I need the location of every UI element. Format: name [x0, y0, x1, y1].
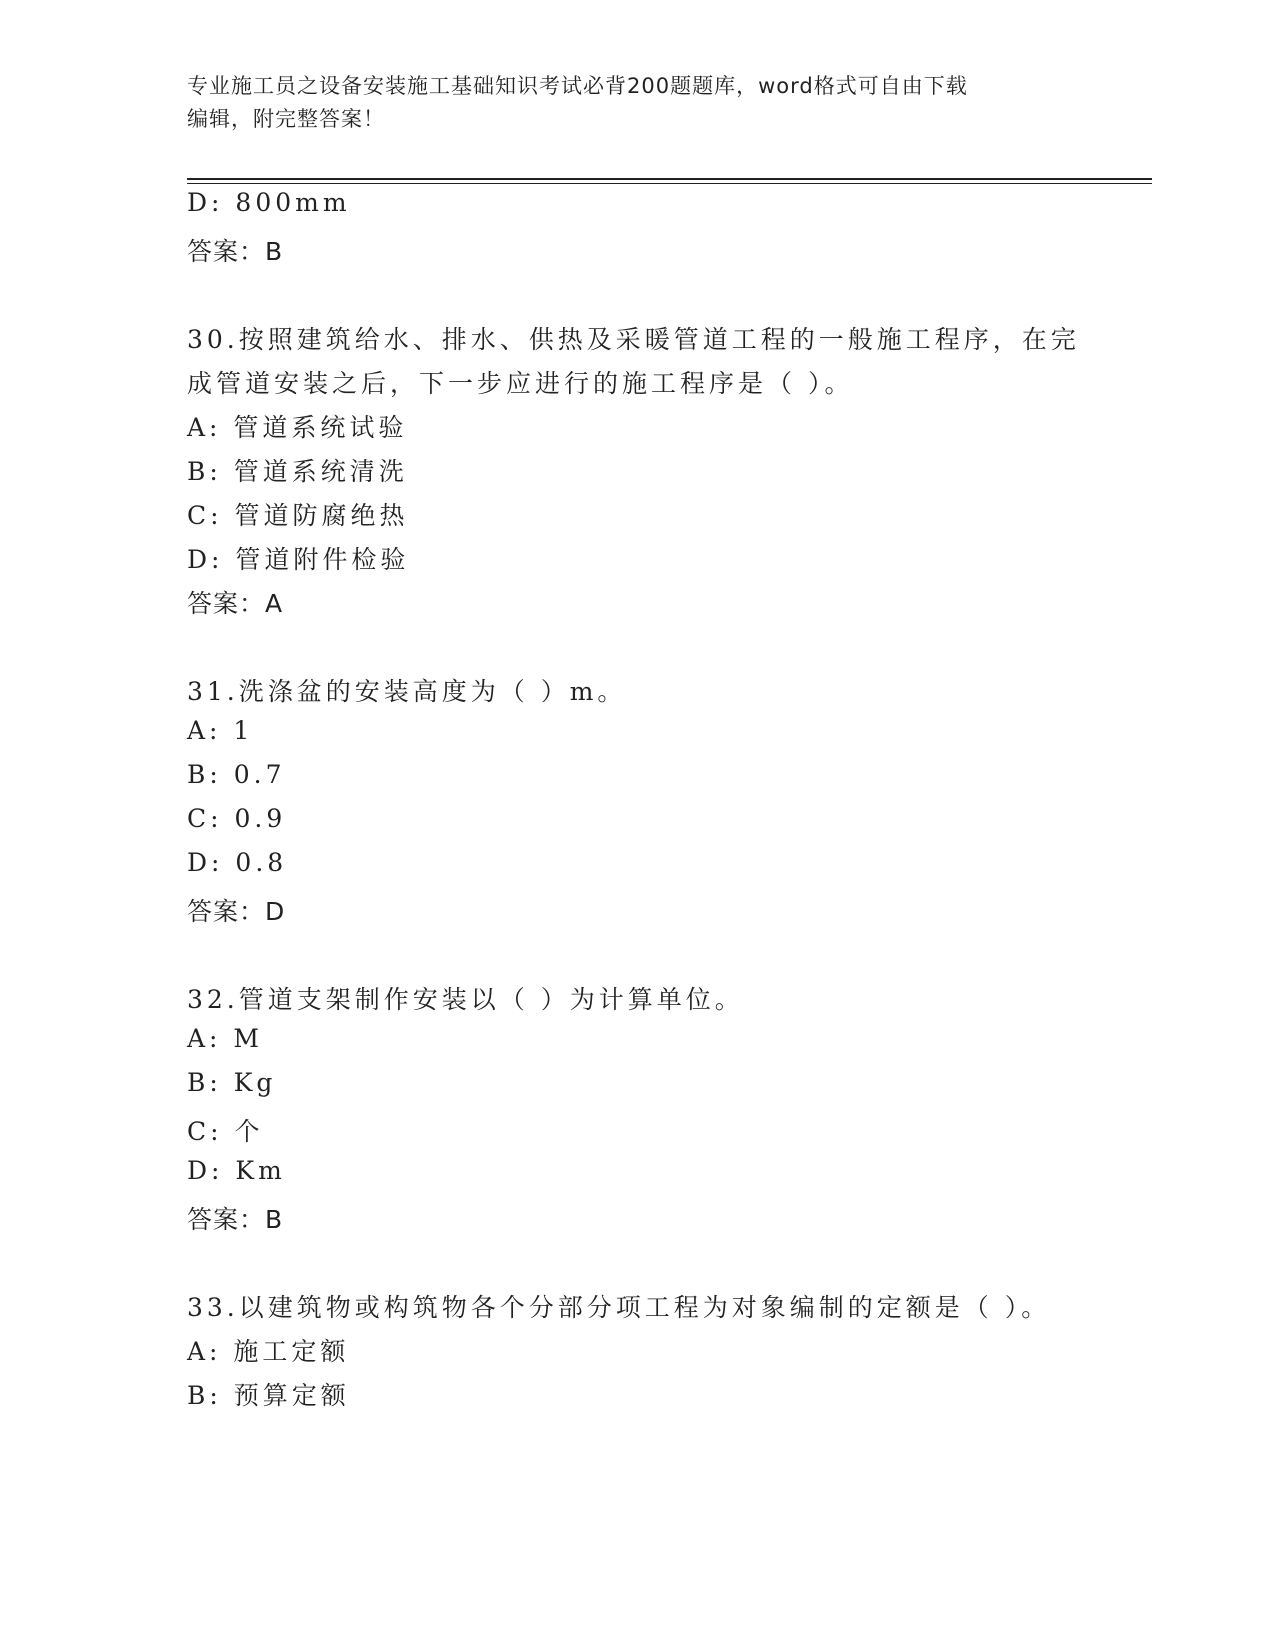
question-30-option-c: C: 管道防腐绝热 [187, 501, 409, 530]
header-title-line-1: 专业施工员之设备安装施工基础知识考试必背200题题库，word格式可自由下载 [187, 74, 968, 98]
question-30-option-d: D: 管道附件检验 [187, 545, 410, 574]
question-33-option-a: A: 施工定额 [187, 1337, 350, 1366]
document-header [187, 70, 1067, 136]
question-32-option-b: B: Kg [187, 1068, 277, 1097]
question-32-answer: 答案：B [187, 1205, 284, 1234]
question-30-stem-line-1: 30.按照建筑给水、排水、供热及采暖管道工程的一般施工程序，在完 [187, 325, 1080, 354]
header-title-line-2: 编辑，附完整答案！ [187, 107, 385, 131]
question-31-answer: 答案：D [187, 897, 286, 926]
question-30-stem-line-2: 成管道安装之后，下一步应进行的施工程序是（ ）。 [187, 369, 854, 398]
question-31-option-c: C: 0.9 [187, 804, 287, 833]
question-31-option-b: B: 0.7 [187, 760, 286, 789]
question-32-option-c: C: 个 [187, 1117, 264, 1146]
question-33-option-b: B: 预算定额 [187, 1381, 350, 1410]
header-divider-thin [187, 183, 1152, 184]
question-30-answer: 答案：A [187, 589, 284, 618]
question-32-option-a: A: M [187, 1024, 264, 1053]
question-32-stem: 32.管道支架制作安装以（ ）为计算单位。 [187, 985, 744, 1014]
question-31-option-d: D: 0.8 [187, 848, 288, 877]
prev-answer: 答案：B [187, 237, 284, 266]
prev-option-d: D: 800mm [187, 188, 351, 217]
question-30-option-a: A: 管道系统试验 [187, 413, 408, 442]
question-31-stem: 31.洗涤盆的安装高度为（ ）m。 [187, 677, 627, 706]
header-divider [187, 178, 1152, 180]
question-32-option-d: D: Km [187, 1156, 286, 1185]
question-31-option-a: A: 1 [187, 716, 254, 745]
question-30-option-b: B: 管道系统清洗 [187, 457, 408, 486]
question-33-stem: 33.以建筑物或构筑物各个分部分项工程为对象编制的定额是（ ）。 [187, 1293, 1051, 1322]
